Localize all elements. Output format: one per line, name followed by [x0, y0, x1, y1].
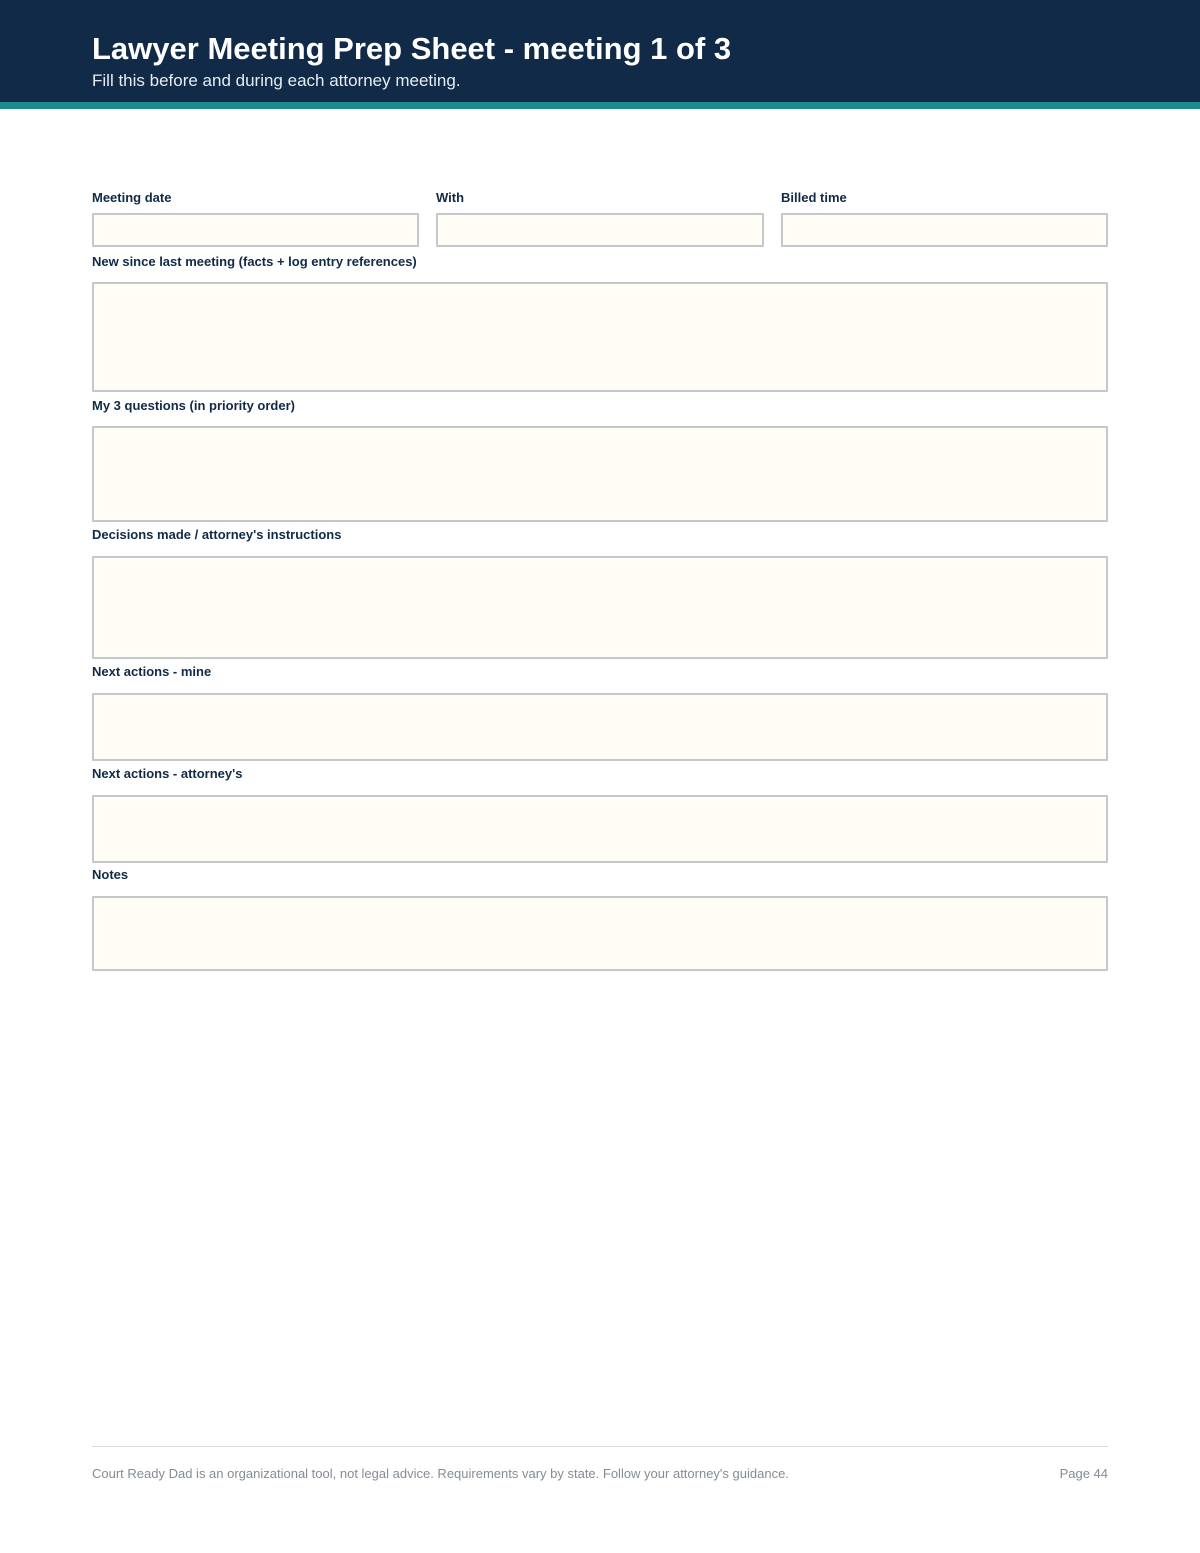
page-subtitle: Fill this before and during each attorney meeting. — [92, 71, 461, 90]
with-label: With — [436, 190, 465, 205]
next-actions-attorney-label: Next actions - attorney's — [92, 766, 243, 781]
page-title: Lawyer Meeting Prep Sheet - meeting 1 of 3 — [92, 31, 732, 66]
notes-label: Notes — [92, 867, 129, 882]
next-actions-mine-field[interactable] — [92, 693, 1108, 761]
decisions-field[interactable] — [92, 556, 1108, 659]
with-field[interactable] — [436, 213, 764, 247]
new-since-last-field[interactable] — [92, 282, 1108, 392]
billed-time-label: Billed time — [781, 190, 847, 205]
decisions-label: Decisions made / attorney's instructions — [92, 527, 342, 542]
questions-label: My 3 questions (in priority order) — [92, 398, 295, 413]
header-accent-bar — [0, 102, 1200, 109]
questions-field[interactable] — [92, 426, 1108, 522]
footer-disclaimer: Court Ready Dad is an organizational tool, not legal advice. Requirements vary by state. Follow your attorney's guidance. — [92, 1466, 789, 1481]
billed-time-field[interactable] — [781, 213, 1108, 247]
new-since-last-label: New since last meeting (facts + log entry references) — [92, 254, 417, 269]
next-actions-attorney-field[interactable] — [92, 795, 1108, 863]
next-actions-mine-label: Next actions - mine — [92, 664, 212, 679]
footer-divider — [92, 1446, 1108, 1447]
meeting-date-label: Meeting date — [92, 190, 172, 205]
meeting-date-field[interactable] — [92, 213, 419, 247]
page-header — [0, 0, 1200, 102]
notes-field[interactable] — [92, 896, 1108, 971]
page-number: Page 44 — [1059, 1466, 1108, 1481]
